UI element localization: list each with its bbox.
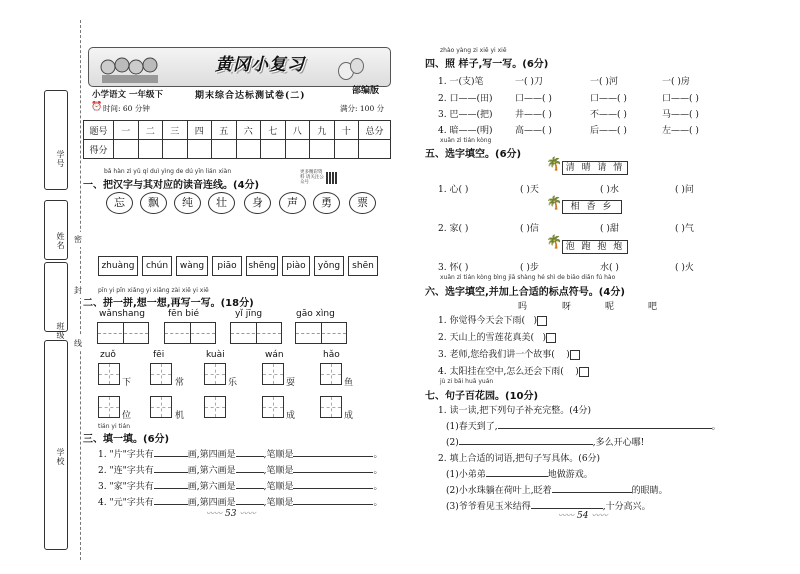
q7-sub1-item [446,435,644,448]
q5-cell: 水( ) [600,263,619,273]
palm-tree-icon: 🌴 [546,235,563,250]
score-table [83,120,391,159]
q1-char-oval: 忘 [106,192,133,214]
score-header-cell: 六 [236,121,261,140]
q3-item-c: ,笔顺是 [263,450,294,460]
q5-cell: 1. 心( ) [438,185,469,195]
q7-blank[interactable] [531,500,603,509]
q7-blank[interactable] [552,484,632,493]
q7-sub1-text: (2) [446,438,459,448]
q2-char-suffix: 乐 [228,378,238,388]
total-score-label: 满分: 100 分 [340,104,385,113]
q5-cell: 2. 家( ) [438,224,469,234]
q2-char-pinyin: hǎo [323,350,340,360]
q3-blank[interactable] [236,448,264,457]
q3-blank[interactable] [293,496,373,505]
q3-item-b: 画,第四画是 [187,450,236,460]
q1-pinyin-box: shēn [348,256,378,276]
q3-blank[interactable] [293,480,373,489]
q4-cell: 一( )河 [590,77,618,87]
q6-punct-box[interactable] [579,367,589,377]
q6-item: 3. 老师,您给我们讲一个故事( ) [438,347,580,360]
q1-pinyin-box: piāo [212,256,242,276]
q6-punct-box[interactable] [546,333,556,343]
q7-sub2-a: (1)小弟弟 [446,470,486,480]
q7-blank[interactable] [459,436,593,445]
q1-pinyin-box: zhuàng [98,256,138,276]
q6-punct-box[interactable] [537,316,547,326]
q3-item [98,479,383,492]
binding-label-name: 姓名 [56,232,65,250]
score-header-cell: 九 [310,121,335,140]
q3-item-b: 画,第六画是 [187,466,236,476]
score-cell[interactable] [114,140,139,159]
q7-sub2-a: (3)爷爷看见玉米结得 [446,502,531,512]
q6-item-text: 3. 老师,您给我们讲一个故事( [438,350,555,360]
q2-char-suffix: 常 [175,378,185,388]
palm-tree-icon: 🌴 [546,157,563,172]
q7-blank[interactable] [498,420,712,429]
q1-char-oval: 票 [349,192,376,214]
q4-cell: 4. 暗——(明) [438,126,493,136]
clock-icon: ⏰ [91,102,103,112]
q7-blank[interactable] [486,468,548,477]
score-cell[interactable] [212,140,237,159]
q7-sub2-item [446,467,593,480]
q5-title: 五、选字填空。(6分) [425,149,522,160]
q7-sub2: 2. 填上合适的词语,把句子写具体。(6分) [438,454,601,464]
q4-cell: 2. 口——(田) [438,94,493,104]
exam-title: 期末综合达标测试卷(二) [195,91,306,101]
score-header-cell: 七 [261,121,286,140]
score-row-label: 得分 [84,140,114,159]
q7-sub1: 1. 读一读,把下列句子补充完整。(4分) [438,406,592,416]
q5-option-box: 泡 跑 抱 炮 [562,240,628,254]
binding-mark-mi: 密 [74,232,82,247]
q4-cell: 后——( ) [590,126,627,136]
q2-char-suffix: 成 [286,411,296,421]
balloon-icon [350,58,364,74]
score-cell[interactable] [334,140,359,159]
q2-title: 二、拼一拼,想一想,再写一写。(18分) [83,298,254,309]
score-cell[interactable] [138,140,163,159]
q1-char-oval: 身 [244,192,271,214]
q1-pinyin-box: chún [142,256,172,276]
q4-cell: 不——( ) [590,110,627,120]
q2-char-pinyin: kuài [206,350,225,360]
q2-char-suffix: 下 [122,378,132,388]
score-header-cell: 八 [285,121,310,140]
score-table-score-row [84,140,391,159]
score-cell[interactable] [285,140,310,159]
q7-sub2-item [446,499,651,512]
score-header-cell: 总分 [359,121,391,140]
q6-item: 4. 太阳挂在空中,怎么还会下雨( ) [438,364,589,377]
q7-sub2-b: 的眼睛。 [631,486,668,496]
score-cell[interactable] [359,140,391,159]
q2-char-pinyin: fēi [153,350,165,360]
q1-pinyin-box: shēng [246,256,278,276]
q2-char-pinyin: wán [265,350,284,360]
qr-caption: 更多精彩资料 请关注公众号 [300,170,324,185]
q1-char-oval: 勇 [313,192,340,214]
q3-item [98,495,383,508]
q3-item-c: ,笔顺是 [263,482,294,492]
q1-char-oval: 纯 [174,192,201,214]
q4-cell: 井——( ) [515,110,552,120]
q7-sub1-text: ,多么开心哪! [592,438,645,448]
q5-cell: ( )甜 [600,224,619,234]
q3-item-a: 1. "片"字共有 [98,450,154,460]
q4-cell: 高——( ) [515,126,552,136]
q2-word-grid[interactable] [97,322,149,344]
q6-punct-box[interactable] [570,350,580,360]
q5-cell: 3. 怀( ) [438,263,469,273]
q3-item [98,463,383,476]
q3-item-d: 。 [373,466,383,476]
q2-char-suffix: 机 [175,411,185,421]
q5-cell: ( )天 [520,185,539,195]
binding-box-student-id [44,90,68,190]
q3-title: 三、填一填。(6分) [83,434,170,445]
q3-pinyin: tián yi tián [98,423,131,430]
q2-char-cell[interactable] [204,363,226,385]
q2-char-cell[interactable] [262,396,284,418]
q3-blank[interactable] [154,496,188,505]
binding-box-name [44,200,68,260]
q3-blank[interactable] [154,480,188,489]
banner-title: 黄冈小复习 [215,55,305,75]
q2-char-cell[interactable] [150,396,172,418]
binding-mark-xian: 线 [74,336,82,351]
score-cell[interactable] [310,140,335,159]
q5-cell: ( )火 [675,263,694,273]
q7-sub2-b: ,十分高兴。 [602,502,651,512]
q5-option-box: 清 晴 请 情 [562,161,628,175]
q3-item-d: 。 [373,450,383,460]
score-cell[interactable] [187,140,212,159]
q3-blank[interactable] [236,464,264,473]
edition-label: 部编版 [352,86,380,96]
score-header-cell: 题号 [84,121,114,140]
q6-option: 呀 [562,302,572,312]
q4-cell: 一( )房 [662,77,690,87]
q4-cell: 左——( ) [662,126,699,136]
q2-char-suffix: 位 [122,411,132,421]
q2-char-cell[interactable] [204,396,226,418]
q3-item-c: ,笔顺是 [263,466,294,476]
q2-word-pinyin: wǎnshang [99,309,145,319]
q7-sub2-a: (2)小水珠躺在荷叶上,眨着 [446,486,552,496]
q3-item-d: 。 [373,482,383,492]
q2-char-pinyin: zuǒ [100,350,116,360]
q1-char-oval: 壮 [208,192,235,214]
q6-item-text: 2. 天山上的雪莲花真美( [438,333,534,343]
score-cell[interactable] [261,140,286,159]
q2-word-pinyin: yǐ jīng [235,309,263,319]
q3-item-a: 4. "元"字共有 [98,498,154,508]
q1-pinyin-box: yǒng [314,256,344,276]
q5-cell: ( )水 [600,185,619,195]
q4-cell: 口——( ) [662,94,699,104]
q2-char-suffix: 鱼 [344,378,354,388]
q7-sub2-b: 地做游戏。 [547,470,593,480]
score-header-cell: 十 [334,121,359,140]
q4-cell: 口——( ) [590,94,627,104]
page-number-right: 〰〰 54 〰〰 [555,510,610,521]
q1-char-oval: 声 [279,192,306,214]
time-label: 时间: 60 分钟 [103,104,150,113]
score-header-cell: 四 [187,121,212,140]
q2-pinyin: pīn yi pīn xiǎng yi xiǎng zài xiě yi xiě [98,287,209,294]
binding-label-student-id: 学号 [56,150,65,168]
q4-pinyin: zhào yàng zi xiě yi xiě [440,47,507,54]
page-number-left: 〰〰 53 〰〰 [203,508,258,519]
q3-item-a: 2. "连"字共有 [98,466,154,476]
q2-char-cell[interactable] [98,363,120,385]
qr-code [326,172,338,184]
q3-item-d: 。 [373,498,383,508]
q4-cell: 一( )刀 [515,77,543,87]
q7-sub1-item: (1)春天到了, 。 [446,422,721,432]
children-illustration [100,55,160,83]
q1-pinyin-box: piào [282,256,310,276]
q6-option: 呢 [605,302,615,312]
q2-char-cell[interactable] [98,396,120,418]
q4-cell: 口——( ) [515,94,552,104]
score-header-cell: 二 [138,121,163,140]
score-cell[interactable] [163,140,188,159]
q3-blank[interactable] [154,464,188,473]
score-header-cell: 五 [212,121,237,140]
binding-label-class: 班级 [56,322,65,340]
q2-word-grid[interactable] [295,322,347,344]
q1-pinyin: bǎ hàn zì yǔ qí duì yìng de dú yīn lián xiàn [104,168,232,175]
q5-cell: ( )问 [675,185,694,195]
q3-item-a: 3. "家"字共有 [98,482,154,492]
q7-title: 七、句子百花园。(10分) [425,391,539,402]
q3-item-b: 画,第四画是 [187,498,236,508]
q2-char-suffix: 成 [344,411,354,421]
q5-cell: ( )信 [520,224,539,234]
q3-item-c: ,笔顺是 [263,498,294,508]
binding-mark-feng: 封 [74,283,82,298]
q5-cell: ( )气 [675,224,694,234]
q6-title: 六、选字填空,并加上合适的标点符号。(4分) [425,287,625,298]
q3-blank[interactable] [236,480,264,489]
q2-word-pinyin: fēn bié [168,309,200,319]
q6-pinyin: xuǎn zì tián kòng bìng jiā shàng hé shì de biāo diǎn fú hào [440,274,616,281]
score-table-header-row [84,121,391,140]
q2-char-cell[interactable] [320,363,342,385]
q3-item-b: 画,第六画是 [187,482,236,492]
q4-cell: 3. 巴——(把) [438,110,493,120]
q2-char-cell[interactable] [262,363,284,385]
q6-item: 1. 你觉得今天会下雨( ) [438,313,547,326]
score-cell[interactable] [236,140,261,159]
q4-cell: 马——( ) [662,110,699,120]
score-header-cell: 一 [114,121,139,140]
binding-label-school: 学校 [56,448,65,466]
q5-cell: ( )步 [520,263,539,273]
subject-label: 小学语文 一年级下 [92,90,163,100]
binding-box-school [44,340,68,550]
score-header-cell: 三 [163,121,188,140]
q1-pinyin-box: wàng [176,256,208,276]
palm-tree-icon: 🌴 [546,196,563,211]
q2-word-grid[interactable] [230,322,282,344]
q2-word-pinyin: gāo xìng [296,309,335,319]
q6-item: 2. 天山上的雪莲花真美( ) [438,330,556,343]
q7-pinyin: jù zi bǎi huā yuán [440,378,494,385]
q1-char-oval: 飘 [140,192,167,214]
q6-item-text: 4. 太阳挂在空中,怎么还会下雨( [438,367,564,377]
q3-blank[interactable] [154,448,188,457]
q3-blank[interactable] [293,448,373,457]
q3-blank[interactable] [293,464,373,473]
q4-cell: 1. 一(支)笔 [438,77,484,87]
q5-pinyin: xuǎn zì tián kòng [440,137,492,144]
q6-option: 吗 [518,302,528,312]
q6-item-text: 1. 你觉得今天会下雨( [438,316,525,326]
q6-option: 吧 [648,302,658,312]
q2-char-cell[interactable] [150,363,172,385]
q2-char-cell[interactable] [320,396,342,418]
q4-title: 四、照 样子,写一写。(6分) [425,59,549,70]
q3-blank[interactable] [236,496,264,505]
q7-sub1-text: (1)春天到了, [446,422,498,432]
q1-title: 一、把汉字与其对应的读音连线。(4分) [83,180,260,191]
q5-option-box: 相 香 乡 [562,200,622,214]
q7-sub2-item [446,483,668,496]
q2-char-suffix: 耍 [286,378,296,388]
q3-item [98,447,383,460]
q2-word-grid[interactable] [164,322,216,344]
